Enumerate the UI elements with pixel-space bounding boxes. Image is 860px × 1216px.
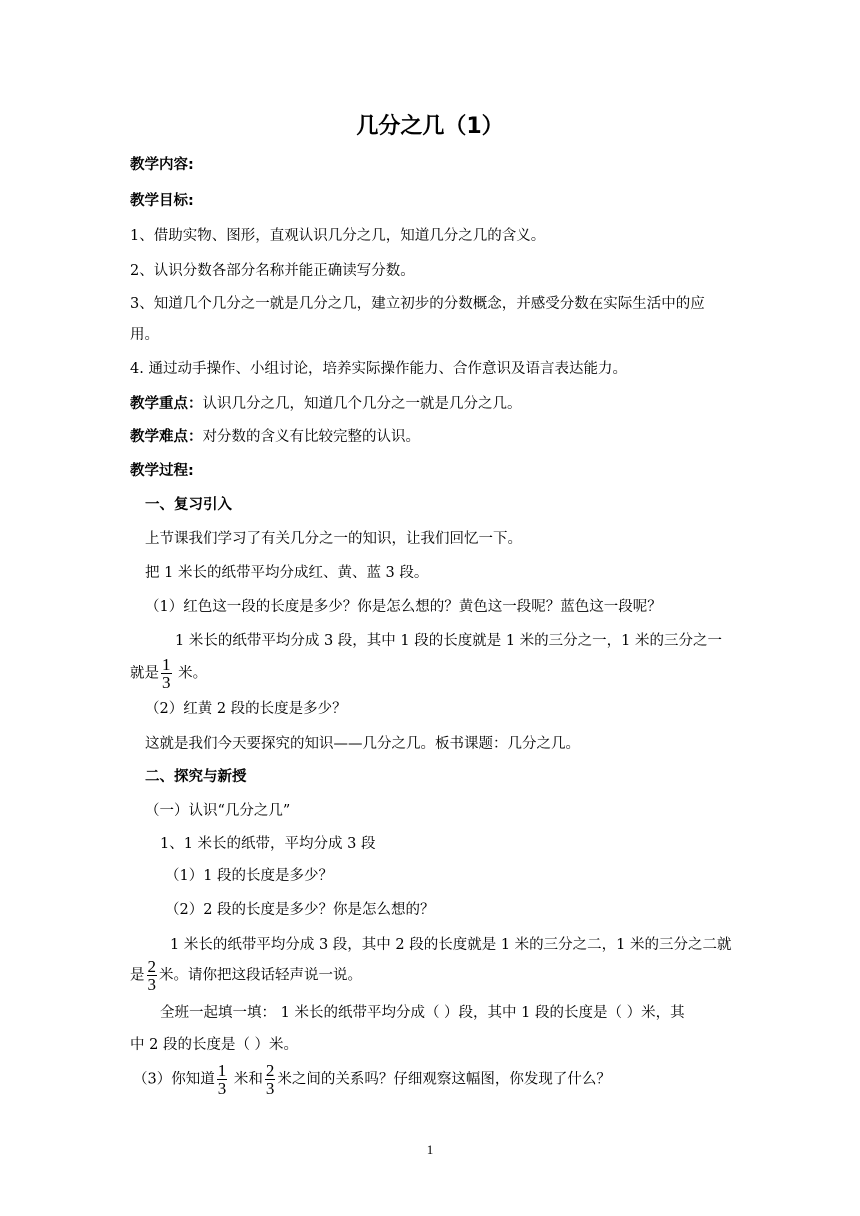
text: 米。请你把这段话轻声说一说。 <box>159 967 362 984</box>
paragraph: 上节课我们学习了有关几分之一的知识，让我们回忆一下。 <box>145 531 522 547</box>
question: （1）1 段的长度是多少？ <box>165 868 334 884</box>
question-2: （2）红黄 2 段的长度是多少？ <box>145 701 347 717</box>
fraction-one-third <box>161 656 172 691</box>
paragraph: 这就是我们今天要探究的知识——几分之几。板书课题：几分之几。 <box>145 736 580 752</box>
difficulty-text: 对分数的含义有比较完整的认识。 <box>202 429 420 445</box>
section-1-heading: 一、复习引入 <box>145 497 232 513</box>
paragraph: 1 米长的纸带平均分成 3 段，其中 1 段的长度就是 1 米的三分之一，1 米的三分之一 <box>175 633 722 649</box>
paragraph-with-fraction <box>130 958 735 993</box>
paragraph-with-fraction <box>130 656 735 691</box>
page-number: 1 <box>426 1142 434 1157</box>
fraction-two-thirds <box>147 958 158 993</box>
goal-4: 4. 通过动手操作、小组讨论，培养实际操作能力、合作意识及语言表达能力。 <box>130 361 627 377</box>
goal-3-line-1: 3、知道几个几分之一就是几分之几，建立初步的分数概念，并感受分数在实际生活中的应 <box>130 296 705 312</box>
fraction-one-third <box>217 1062 228 1097</box>
goal-3-line-2: 用。 <box>130 327 159 343</box>
fraction-numerator: 1 <box>217 1061 227 1080</box>
fraction-numerator: 2 <box>265 1061 275 1080</box>
key-point-text: 认识几分之几，知道几个几分之一就是几分之几。 <box>202 396 522 412</box>
fraction-denominator: 3 <box>147 975 156 994</box>
key-point-label: 教学重点： <box>130 396 203 412</box>
page-title: 几分之几（1） <box>356 114 504 139</box>
paragraph: 把 1 米长的纸带平均分成红、黄、蓝 3 段。 <box>145 565 429 581</box>
text: 米。 <box>173 665 208 682</box>
fraction-denominator: 3 <box>162 673 171 692</box>
question: （2）2 段的长度是多少？你是怎么想的？ <box>165 902 435 918</box>
difficulty-label: 教学难点： <box>130 429 203 445</box>
fraction-denominator: 3 <box>217 1079 227 1098</box>
process-label: 教学过程: <box>130 463 194 479</box>
text: 是 <box>130 967 145 984</box>
text: 就是 <box>130 665 159 682</box>
fraction-two-thirds <box>265 1062 276 1097</box>
goal-2: 2、认识分数各部分名称并能正确读写分数。 <box>130 263 415 279</box>
question-1: （1）红色这一段的长度是多少？你是怎么想的？黄色这一段呢？蓝色这一段呢？ <box>145 599 662 615</box>
subsection-heading: （一）认识“几分之几” <box>145 803 291 819</box>
difficulty <box>130 427 735 447</box>
fraction-denominator: 3 <box>265 1079 275 1098</box>
fill-in-line-2: 中 2 段的长度是（ ）米。 <box>130 1037 299 1053</box>
question-with-fractions <box>133 1062 738 1097</box>
text: （3）你知道 <box>133 1071 215 1088</box>
section-2-heading: 二、探究与新授 <box>145 769 247 785</box>
key-point <box>130 394 735 414</box>
paragraph: 1、1 米长的纸带，平均分成 3 段 <box>160 836 376 852</box>
fraction-numerator: 1 <box>162 655 171 674</box>
fraction-numerator: 2 <box>147 957 156 976</box>
goal-1: 1、借助实物、图形，直观认识几分之几，知道几分之几的含义。 <box>130 228 546 244</box>
paragraph: 1 米长的纸带平均分成 3 段，其中 2 段的长度就是 1 米的三分之二，1 米的三分之二就 <box>170 937 732 953</box>
text: 米和 <box>229 1071 263 1088</box>
fill-in-line-1: 全班一起填一填： 1 米长的纸带平均分成（ ）段，其中 1 段的长度是（ ）米，其 <box>160 1005 685 1021</box>
text: 米之间的关系吗？仔细观察这幅图，你发现了什么？ <box>277 1071 611 1088</box>
content-label: 教学内容: <box>130 157 194 173</box>
goals-label: 教学目标: <box>130 193 194 209</box>
